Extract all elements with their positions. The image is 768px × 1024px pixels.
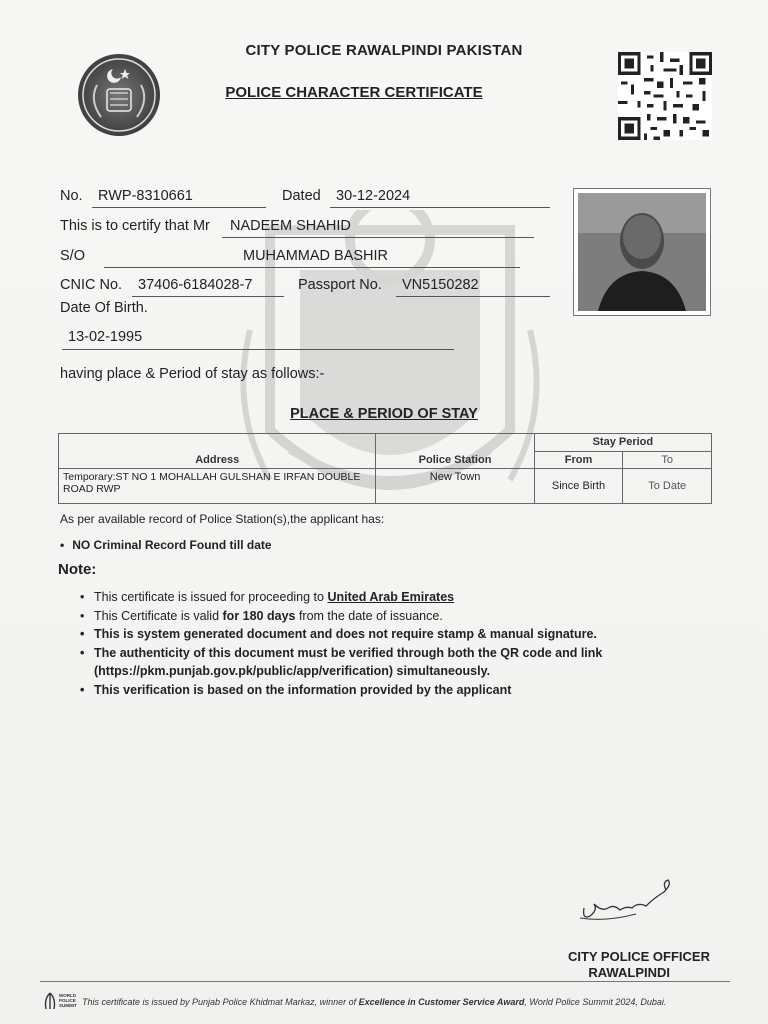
destination-country: United Arab Emirates: [327, 590, 455, 604]
dated-value: 30-12-2024: [336, 188, 411, 204]
signatory-city: RAWALPINDI: [588, 965, 670, 980]
table-row: [59, 469, 712, 504]
note-item-text: This Certificate is valid: [94, 608, 223, 623]
note-item: [78, 607, 698, 626]
note-item: • The authenticity of this document must be verified through both the QR code and link (https://pkm.punjab.gov.pk/public/app/verification) simultaneously.: [78, 644, 698, 681]
cert-no-value: RWP-8310661: [98, 188, 193, 204]
org-title: CITY POLICE RAWALPINDI PAKISTAN: [245, 42, 523, 59]
dob-value: 13-02-1995: [68, 329, 143, 345]
record-result-text: NO Criminal Record Found till date: [72, 538, 272, 552]
row-police-station: New Town: [376, 469, 534, 504]
passport-value: VN5150282: [402, 277, 479, 293]
person-silhouette-icon: [578, 193, 706, 311]
signature-icon: [576, 868, 686, 930]
note-item: • This verification is based on the information provided by the applicant: [78, 681, 698, 700]
note-title: Note:: [58, 561, 97, 578]
stay-period-header: Stay Period: [534, 434, 711, 452]
stay-intro: having place & Period of stay as follows:-: [60, 366, 325, 382]
note-list: [78, 588, 698, 699]
applicant-name: NADEEM SHAHID: [230, 218, 351, 234]
record-result: • NO Criminal Record Found till date: [60, 538, 272, 552]
document-title: POLICE CHARACTER CERTIFICATE: [225, 84, 483, 101]
row-to: To Date: [623, 469, 712, 504]
address-header: Address: [59, 434, 376, 469]
note-item-text: from the date of issuance.: [295, 608, 443, 623]
footer-award: Excellence in Customer Service Award: [358, 997, 525, 1007]
to-header: To: [623, 451, 712, 469]
dated-label: Dated: [282, 188, 321, 204]
footer-text-suffix: , World Police Summit 2024, Dubai.: [524, 997, 667, 1007]
world-police-summit-logo-text: WORLD POLICE SUMMIT: [59, 993, 77, 1008]
from-header: From: [534, 451, 623, 469]
father-name: MUHAMMAD BASHIR: [243, 248, 389, 264]
record-intro: As per available record of Police Station(s),the applicant has:: [60, 512, 385, 526]
note-item: [78, 588, 698, 607]
certify-label: This is to certify that Mr: [60, 218, 210, 234]
stay-table: [58, 433, 712, 504]
signatory-title: CITY POLICE OFFICER: [567, 949, 710, 964]
footer-text-prefix: This certificate is issued by Punjab Police Khidmat Markaz, winner of: [82, 997, 359, 1007]
note-item-text: This certificate is issued for proceeding to: [94, 590, 328, 604]
passport-label: Passport No.: [298, 277, 382, 293]
so-label: S/O: [60, 248, 85, 264]
stay-section-title: PLACE & PERIOD OF STAY: [290, 406, 478, 422]
row-address: Temporary:ST NO 1 MOHALLAH GULSHAN E IRFAN DOUBLE ROAD RWP: [59, 469, 376, 504]
cnic-label: CNIC No.: [60, 277, 123, 293]
footer-divider: [40, 981, 730, 982]
world-police-summit-logo-icon: [42, 991, 58, 1011]
dob-label: Date Of Birth.: [60, 300, 148, 316]
police-station-header: Police Station: [376, 434, 534, 469]
footer-text: [82, 997, 666, 1007]
row-from: Since Birth: [534, 469, 623, 504]
cnic-value: 37406-6184028-7: [138, 277, 253, 293]
validity-period: for 180 days: [222, 608, 296, 623]
cert-no-label: No.: [60, 188, 83, 204]
applicant-photo: [573, 188, 711, 316]
note-item: • This is system generated document and does not require stamp & manual signature.: [78, 625, 698, 644]
